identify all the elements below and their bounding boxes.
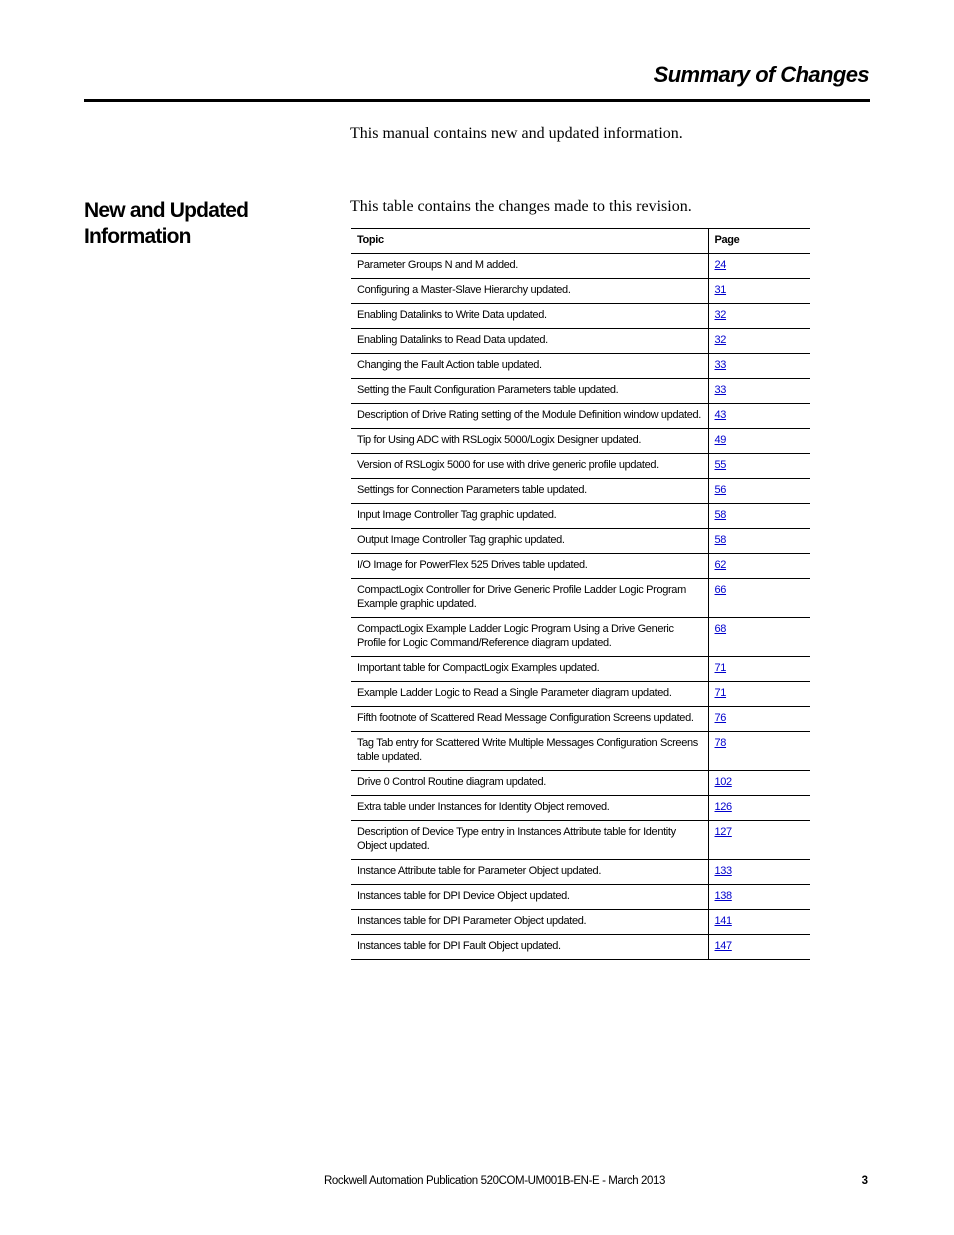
page-link[interactable]: 66 bbox=[714, 584, 727, 596]
table-row bbox=[351, 354, 810, 379]
table-row bbox=[351, 771, 810, 796]
page-link[interactable]: 147 bbox=[714, 940, 732, 952]
table-row bbox=[351, 329, 810, 354]
table-row bbox=[351, 682, 810, 707]
topic-cell: Tip for Using ADC with RSLogix 5000/Logix Designer updated. bbox=[351, 429, 708, 454]
table-row bbox=[351, 304, 810, 329]
page-link[interactable]: 126 bbox=[714, 801, 732, 813]
table-row bbox=[351, 910, 810, 935]
page-cell bbox=[708, 821, 810, 860]
topic-cell: Enabling Datalinks to Read Data updated. bbox=[351, 329, 708, 354]
page-link[interactable]: 32 bbox=[714, 309, 727, 321]
page-cell bbox=[708, 732, 810, 771]
table-row bbox=[351, 454, 810, 479]
table-row bbox=[351, 504, 810, 529]
page-link[interactable]: 33 bbox=[714, 359, 727, 371]
header-rule bbox=[84, 99, 870, 102]
table-row bbox=[351, 821, 810, 860]
page-cell bbox=[708, 554, 810, 579]
table-row bbox=[351, 579, 810, 618]
page-cell bbox=[708, 529, 810, 554]
page-cell bbox=[708, 354, 810, 379]
table-intro-text: This table contains the changes made to this revision. bbox=[350, 198, 692, 215]
page-link[interactable]: 138 bbox=[714, 890, 732, 902]
topic-cell: Parameter Groups N and M added. bbox=[351, 254, 708, 279]
changes-table bbox=[351, 228, 810, 960]
page-link[interactable]: 102 bbox=[714, 776, 732, 788]
topic-cell: Instances table for DPI Device Object updated. bbox=[351, 885, 708, 910]
topic-cell: Important table for CompactLogix Examples updated. bbox=[351, 657, 708, 682]
page-cell bbox=[708, 454, 810, 479]
table-row bbox=[351, 860, 810, 885]
topic-cell: Changing the Fault Action table updated. bbox=[351, 354, 708, 379]
page-cell bbox=[708, 404, 810, 429]
table-header-row bbox=[351, 229, 810, 254]
table-row bbox=[351, 935, 810, 960]
page-cell bbox=[708, 304, 810, 329]
page-link[interactable]: 33 bbox=[714, 384, 727, 396]
topic-cell: Instance Attribute table for Parameter Object updated. bbox=[351, 860, 708, 885]
topic-cell: Configuring a Master-Slave Hierarchy updated. bbox=[351, 279, 708, 304]
page-cell bbox=[708, 657, 810, 682]
topic-cell: Settings for Connection Parameters table updated. bbox=[351, 479, 708, 504]
page-cell bbox=[708, 329, 810, 354]
table-row bbox=[351, 707, 810, 732]
table-row bbox=[351, 279, 810, 304]
page-link[interactable]: 76 bbox=[714, 712, 727, 724]
page-cell bbox=[708, 479, 810, 504]
topic-cell: Instances table for DPI Parameter Object updated. bbox=[351, 910, 708, 935]
table-row bbox=[351, 429, 810, 454]
topic-cell: Input Image Controller Tag graphic updated. bbox=[351, 504, 708, 529]
page-link[interactable]: 68 bbox=[714, 623, 727, 635]
page-link[interactable]: 49 bbox=[714, 434, 727, 446]
table-row bbox=[351, 479, 810, 504]
page-link[interactable]: 58 bbox=[714, 509, 727, 521]
page-cell bbox=[708, 910, 810, 935]
topic-cell: Enabling Datalinks to Write Data updated. bbox=[351, 304, 708, 329]
table-row bbox=[351, 796, 810, 821]
page-cell bbox=[708, 504, 810, 529]
topic-cell: CompactLogix Example Ladder Logic Program Using a Drive Generic Profile for Logic Command/Reference diagram updated. bbox=[351, 618, 708, 657]
page-link[interactable]: 32 bbox=[714, 334, 727, 346]
footer-page-number: 3 bbox=[861, 1175, 868, 1187]
section-title: New and Updated Information bbox=[84, 199, 249, 248]
page-link[interactable]: 58 bbox=[714, 534, 727, 546]
page-cell bbox=[708, 682, 810, 707]
topic-cell: CompactLogix Controller for Drive Generic Profile Ladder Logic Program Example graphic updated. bbox=[351, 579, 708, 618]
page-cell bbox=[708, 707, 810, 732]
page-link[interactable]: 24 bbox=[714, 259, 727, 271]
table-row bbox=[351, 885, 810, 910]
page-cell bbox=[708, 796, 810, 821]
page-cell bbox=[708, 579, 810, 618]
topic-cell: Instances table for DPI Fault Object updated. bbox=[351, 935, 708, 960]
table-row bbox=[351, 554, 810, 579]
topic-cell: Fifth footnote of Scattered Read Message Configuration Screens updated. bbox=[351, 707, 708, 732]
page-link[interactable]: 78 bbox=[714, 737, 727, 749]
page-cell bbox=[708, 885, 810, 910]
topic-cell: Extra table under Instances for Identity Object removed. bbox=[351, 796, 708, 821]
topic-cell: Version of RSLogix 5000 for use with drive generic profile updated. bbox=[351, 454, 708, 479]
page-cell bbox=[708, 254, 810, 279]
topic-cell: Drive 0 Control Routine diagram updated. bbox=[351, 771, 708, 796]
page-link[interactable]: 43 bbox=[714, 409, 727, 421]
page-link[interactable]: 71 bbox=[714, 687, 727, 699]
table-row bbox=[351, 404, 810, 429]
topic-cell: I/O Image for PowerFlex 525 Drives table updated. bbox=[351, 554, 708, 579]
page-cell bbox=[708, 618, 810, 657]
topic-cell: Example Ladder Logic to Read a Single Parameter diagram updated. bbox=[351, 682, 708, 707]
page-link[interactable]: 71 bbox=[714, 662, 727, 674]
table-row bbox=[351, 657, 810, 682]
table-row bbox=[351, 254, 810, 279]
topic-cell: Output Image Controller Tag graphic updated. bbox=[351, 529, 708, 554]
page-link[interactable]: 133 bbox=[714, 865, 732, 877]
page-header-title: Summary of Changes bbox=[653, 62, 869, 87]
page-cell bbox=[708, 429, 810, 454]
page-cell bbox=[708, 379, 810, 404]
page-link[interactable]: 62 bbox=[714, 559, 727, 571]
table-row bbox=[351, 732, 810, 771]
table-row bbox=[351, 529, 810, 554]
topic-cell: Description of Drive Rating setting of the Module Definition window updated. bbox=[351, 404, 708, 429]
page-link[interactable]: 141 bbox=[714, 915, 732, 927]
topic-cell: Description of Device Type entry in Instances Attribute table for Identity Object updated. bbox=[351, 821, 708, 860]
topic-column-header: Topic bbox=[351, 229, 708, 254]
page-cell bbox=[708, 279, 810, 304]
table-row bbox=[351, 379, 810, 404]
topic-cell: Setting the Fault Configuration Parameters table updated. bbox=[351, 379, 708, 404]
page-link[interactable]: 31 bbox=[714, 284, 727, 296]
topic-cell: Tag Tab entry for Scattered Write Multiple Messages Configuration Screens table updated. bbox=[351, 732, 708, 771]
page-cell bbox=[708, 860, 810, 885]
page-cell bbox=[708, 935, 810, 960]
page-link[interactable]: 127 bbox=[714, 826, 732, 838]
footer-publication: Rockwell Automation Publication 520COM-UM001B-EN-E - March 2013 bbox=[324, 1175, 666, 1187]
intro-text: This manual contains new and updated information. bbox=[350, 125, 683, 142]
page-cell bbox=[708, 771, 810, 796]
page-column-header: Page bbox=[708, 229, 810, 254]
table-row bbox=[351, 618, 810, 657]
page-link[interactable]: 55 bbox=[714, 459, 727, 471]
page-link[interactable]: 56 bbox=[714, 484, 727, 496]
